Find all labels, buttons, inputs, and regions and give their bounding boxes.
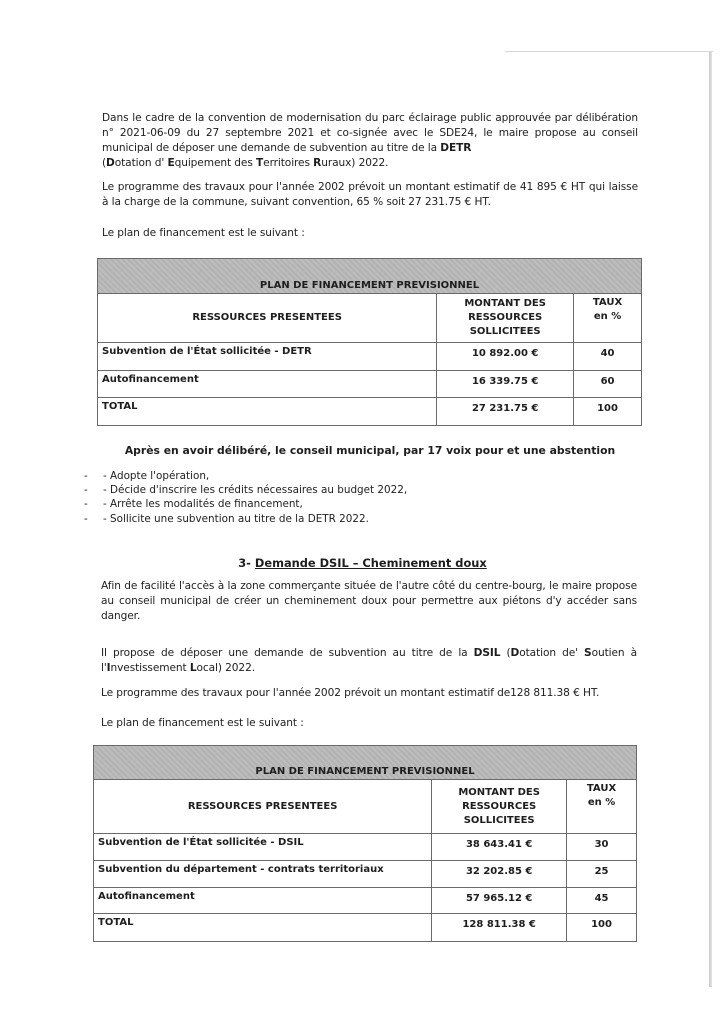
bullet: - [84, 498, 88, 511]
expansion-text: nvestissement [110, 662, 190, 674]
bullet: - [84, 470, 88, 482]
table-row-total [98, 398, 642, 426]
row-rate: 25 [567, 861, 637, 888]
decision-heading: Après en avoir délibéré, le conseil municipal, par 17 voix pour et une abstention [124, 444, 616, 457]
expansion-text: otation d' [114, 157, 168, 169]
row-amount: 27 231.75 € [437, 398, 574, 426]
header-rate-line: TAUX [592, 297, 623, 308]
row-rate: 45 [567, 888, 637, 914]
expansion-letter: T [256, 157, 264, 169]
expansion-text: ocal) 2022. [196, 662, 255, 674]
header-amount-line: SOLLICITEES [463, 814, 535, 826]
row-label: Subvention du département - contrats territoriaux [94, 861, 432, 888]
intro-paragraph-budget: Le programme des travaux pour l'année 2002 prévoit un montant estimatif de 41 895 € HT qui laisse à la charge de la commune, suivant convention, 65 % soit 27 231.75 € HT. [102, 181, 638, 208]
bullet: - [84, 512, 88, 525]
bullet: - [84, 484, 88, 497]
expansion-letter: I [106, 662, 111, 674]
expansion-text: uraux) 2022. [321, 157, 389, 169]
section-paragraph-context: Afin de facilité l'accès à la zone commerçante située de l'autre côté du centre-bourg, le maire propose au conseil municipal de créer un cheminement doux pour permettre aux piétons d'y accéder sans danger. [101, 580, 637, 622]
row-label: TOTAL [98, 398, 437, 426]
header-resources: RESSOURCES PRESENTEES [94, 780, 432, 834]
section-title: Demande DSIL – Cheminement doux [254, 556, 487, 570]
header-rate-line: en % [587, 797, 616, 808]
table-row [98, 343, 642, 371]
row-amount: 57 965.12 € [432, 888, 567, 914]
intro-text: Dans le cadre de la convention de modernisation du parc éclairage public approuvée par délibération n° 2021-06-09 du 27 septembre 2021 et co-signée avec le SDE24, le maire propose au conseil municipal de déposer une demande de subvention au titre de la [102, 112, 638, 154]
section-paragraph-budget: Le programme des travaux pour l'année 2002 prévoit un montant estimatif de128 811.38 € HT. [101, 687, 600, 699]
section-paragraph-plan: Le plan de financement est le suivant : [101, 717, 304, 729]
expansion-text: outien à l' [101, 647, 638, 674]
table-title: PLAN DE FINANCEMENT PREVISIONNEL [94, 746, 637, 780]
row-label: Autofinancement [98, 371, 437, 398]
row-amount: 10 892.00 € [437, 343, 574, 371]
financing-table-dsil [93, 745, 637, 942]
row-label: Subvention de l'État sollicitée - DSIL [94, 834, 432, 861]
header-rate-line: en % [593, 311, 622, 322]
financing-table-detr [97, 258, 642, 426]
table-title: PLAN DE FINANCEMENT PREVISIONNEL [98, 259, 642, 294]
row-label: Autofinancement [94, 888, 432, 914]
header-amount [432, 780, 567, 834]
list-item-text: - Décide d'inscrire les crédits nécessaires au budget 2022, [103, 484, 408, 497]
row-amount: 16 339.75 € [437, 371, 574, 398]
acronym-detr: DETR [440, 142, 472, 154]
list-item-text: - Arrête les modalités de financement, [103, 498, 303, 511]
row-label: TOTAL [94, 914, 432, 942]
section-heading [0, 556, 725, 570]
row-label: Subvention de l'État sollicitée - DETR [98, 343, 437, 371]
expansion-letter: D [510, 647, 520, 659]
expansion-letter: R [313, 157, 322, 169]
section-paragraph-dsil: Il propose de déposer une demande de subvention au titre de la DSIL (Dotation de' Soutien à l'Investissement Local) 2022. [101, 647, 638, 674]
intro-paragraph-plan: Le plan de financement est le suivant : [102, 227, 305, 239]
table-row [94, 861, 637, 888]
header-amount-line: MONTANT DES [464, 298, 546, 309]
list-item [84, 483, 407, 497]
header-amount-line: RESSOURCES [462, 800, 537, 812]
list-item [84, 469, 407, 483]
list-item [84, 512, 407, 526]
expansion-text: otation de' [519, 647, 585, 659]
row-rate: 100 [567, 914, 637, 942]
intro-paragraph-detr: Dans le cadre de la convention de modernisation du parc éclairage public approuvée par délibération n° 2021-06-09 du 27 septembre 2021 et co-signée avec le SDE24, le maire propose au conseil municipal de déposer une demande de subvention au titre de la DETR (Dotation d' Equipement des Territoires Ruraux) 2022. [102, 112, 638, 169]
header-amount-line: RESSOURCES [468, 312, 543, 323]
expansion-text: quipement des [174, 157, 257, 169]
table-row [94, 834, 637, 861]
header-rate-line: TAUX [586, 783, 617, 794]
expansion-letter: L [189, 662, 197, 674]
acronym-dsil: DSIL [473, 647, 501, 659]
header-amount-line: SOLLICITEES [469, 326, 541, 337]
table-row [94, 888, 637, 914]
row-rate: 60 [574, 371, 642, 398]
row-amount: 32 202.85 € [432, 861, 567, 888]
decision-list [84, 469, 407, 526]
row-amount: 38 643.41 € [432, 834, 567, 861]
row-amount: 128 811.38 € [432, 914, 567, 942]
row-rate: 100 [574, 398, 642, 426]
row-rate: 30 [567, 834, 637, 861]
list-item-text: - Sollicite une subvention au titre de la DETR 2022. [103, 512, 369, 525]
header-amount [437, 294, 574, 343]
header-rate [567, 780, 637, 834]
header-resources: RESSOURCES PRESENTEES [98, 294, 437, 343]
list-item-text: - Adopte l'opération, [103, 470, 210, 482]
expansion-letter: D [106, 157, 115, 169]
header-rate [574, 294, 642, 343]
header-amount-line: MONTANT DES [458, 786, 540, 798]
list-item [84, 497, 407, 511]
table-row [98, 371, 642, 398]
expansion-letter: E [167, 157, 175, 169]
expansion-text: erritoires [263, 157, 314, 169]
dsil-text: Il propose de déposer une demande de subvention au titre de la [101, 647, 474, 659]
section-number: 3- [238, 556, 251, 570]
row-rate: 40 [574, 343, 642, 371]
expansion-letter: S [584, 647, 592, 659]
table-row-total [94, 914, 637, 942]
